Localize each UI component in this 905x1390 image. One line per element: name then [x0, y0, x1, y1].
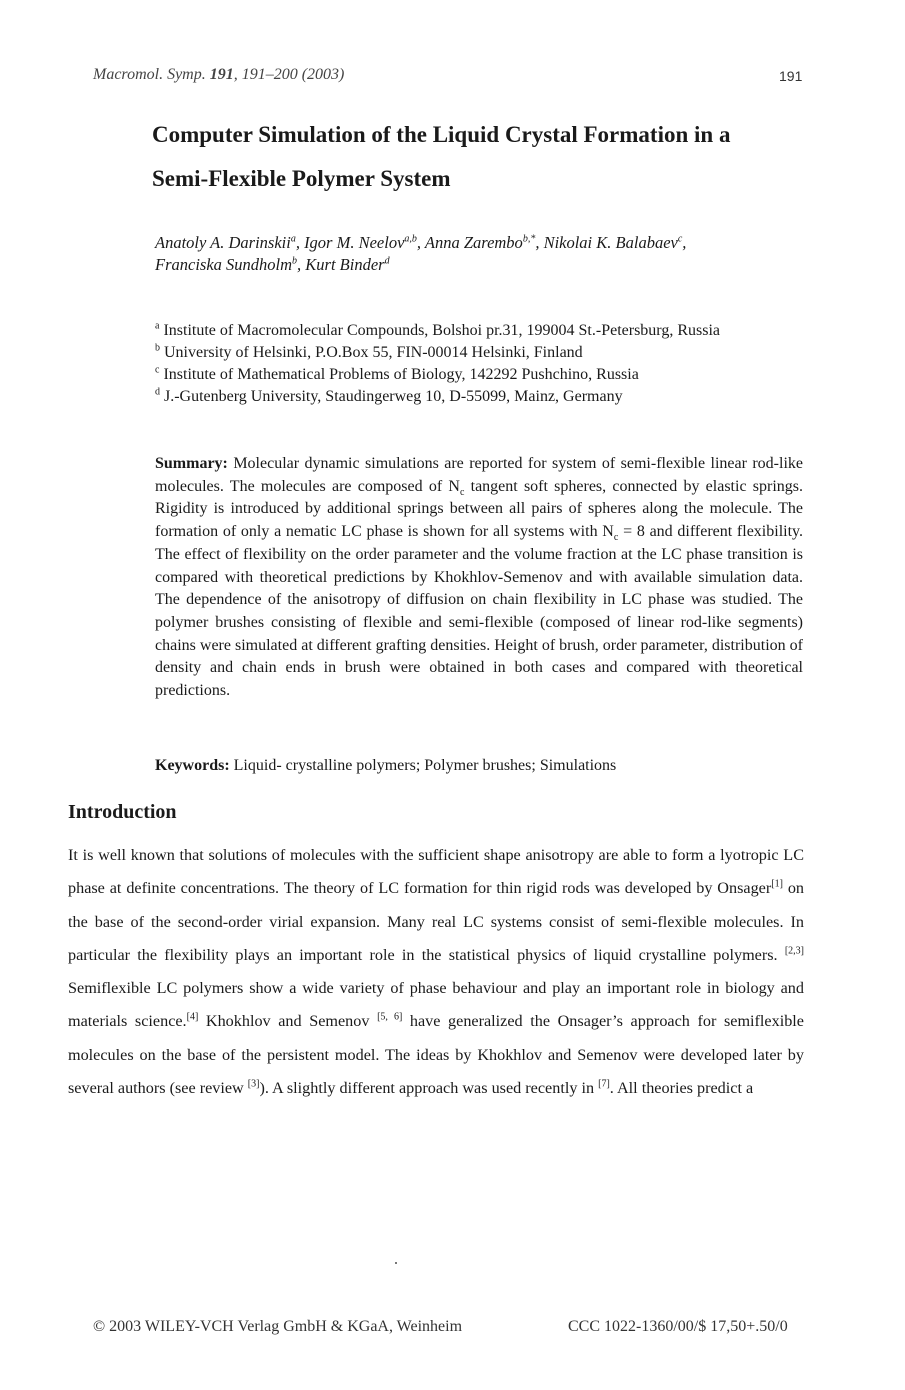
keywords [155, 757, 805, 775]
author-name: Franciska Sundholm [155, 255, 293, 274]
keywords-text: Liquid- crystalline polymers; Polymer brushes; Simulations [229, 757, 617, 774]
journal-volume: 191 [209, 66, 234, 83]
abstract: Summary: Molecular dynamic simulations are reported for system of semi-flexible linear rod-like molecules. The molecules are composed of $N_c$ tangent soft spheres, connected by elastic springs. Rigidity is introduced by additional springs between all pairs of spheres along the molecule. The formation of only a nematic LC phase is shown for all systems with $N_c = 8$ and different flexibility. The effect of flexibility on the order parameter and the volume fraction at the LC phase transition is compared with theoretical predictions by Khokhlov-Semenov and with available simulation data. The dependence of the anisotropy of diffusion on chain flexibility in LC phase was studied. The polymer brushes consisting of flexible and semi-flexible (composed of linear rod-like segments) chains were simulated at different grafting densities. Height of brush, order parameter, distribution of density and chain ends in brush were obtained in both cases and compared with theoretical predictions. [155, 455, 803, 700]
author-list: Anatoly A. Darinskii$^a$, Igor M. Neelov$^{a,b}$, Anna Zarembo$^{b,*}$, Nikolai K. Balabaev$^c$, Franciska Sundholm$^b$, Kurt Binder$^d$ [155, 233, 687, 274]
author-name: Nikolai K. Balabaev [543, 233, 678, 252]
author-affil-mark: b [292, 255, 298, 267]
copyright-notice: © 2003 WILEY-VCH Verlag GmbH & KGaA, Weinheim [93, 1318, 463, 1335]
scan-speck [395, 1262, 397, 1264]
affiliation-list [155, 320, 805, 408]
summary-label: Summary: [155, 455, 228, 472]
author-name: Kurt Binder [305, 255, 385, 274]
citation-ref: [3] [247, 1078, 260, 1090]
author-affil-mark: c [677, 233, 683, 245]
keywords-label: Keywords: [155, 757, 230, 774]
author-affil-mark: a [290, 233, 296, 245]
citation-ref: [1] [771, 878, 783, 890]
ccc-code: CCC 1022-1360/00/$ 17,50+.50/0 [568, 1318, 788, 1335]
title-line-1: Computer Simulation of the Liquid Crystal Formation in a [152, 122, 731, 147]
title-line-2: Semi-Flexible Polymer System [152, 166, 451, 191]
affiliation-item: $^c$ Institute of Mathematical Problems of Biology, 142292 Pushchino, Russia [155, 364, 639, 383]
paper-title [152, 113, 832, 201]
affiliation-item: $^d$ J.-Gutenberg University, Staudingerweg 10, D-55099, Mainz, Germany [155, 386, 623, 405]
journal-name: Macromol. Symp. [93, 66, 210, 83]
affiliation-item: $^a$ Institute of Macromolecular Compounds, Bolshoi pr.31, 199004 St.-Petersburg, Russia [155, 320, 721, 339]
author-affil-mark: a,b [404, 233, 417, 245]
page-number: 191 [779, 68, 803, 84]
journal-pages: , 191–200 (2003) [233, 66, 345, 83]
citation-ref: [5, 6] [377, 1012, 403, 1024]
citation-ref: [7] [598, 1078, 610, 1090]
author-name: Igor M. Neelov [304, 233, 405, 252]
author-affil-mark: d [384, 255, 390, 267]
introduction-body: It is well known that solutions of molecules with the sufficient shape anisotropy are able to form a lyotropic LC phase at definite concentrations. The theory of LC formation for thin rigid rods was developed by Onsager[1] on the base of the second-order virial expansion. Many real LC systems consist of semi-flexible molecules. In particular the flexibility plays an important role in the statistical physics of liquid crystalline polymers. [2,3] Semiflexible LC polymers show a wide variety of phase behaviour and play an important role in biology and materials science.[4] Khokhlov and Semenov [5, 6] have generalized the Onsager’s approach for semiflexible molecules on the base of the persistent model. The ideas by Khokhlov and Semenov were developed later by several authors (see review [3]). A slightly different approach was used recently in [7]. All theories predict a [68, 846, 805, 1098]
author-name: Anatoly A. Darinskii [155, 233, 291, 252]
citation-ref: [2,3] [784, 945, 804, 957]
citation-ref: [4] [186, 1012, 199, 1024]
affiliation-item: $^b$ University of Helsinki, P.O.Box 55, FIN-00014 Helsinki, Finland [155, 342, 583, 361]
journal-citation [93, 66, 344, 84]
author-affil-mark: b,* [522, 233, 536, 245]
section-heading-introduction: Introduction [68, 801, 177, 823]
author-name: Anna Zarembo [424, 233, 523, 252]
